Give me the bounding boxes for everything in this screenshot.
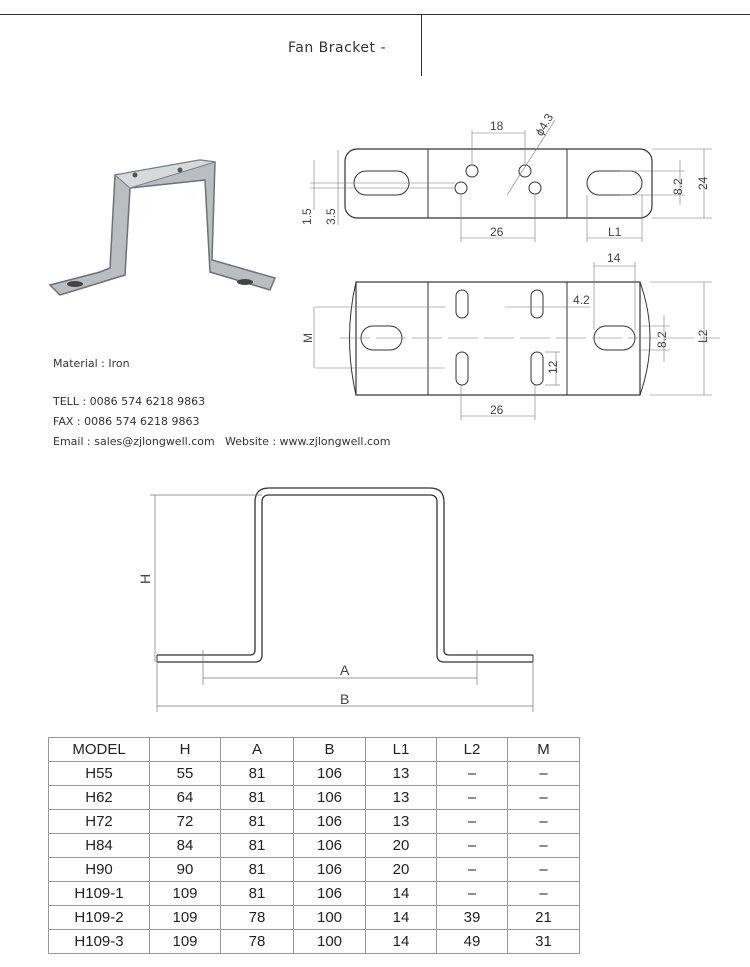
table-cell: 81 (221, 762, 294, 786)
table-cell: – (437, 882, 508, 906)
table-cell: 84 (150, 834, 221, 858)
table-cell: 14 (366, 882, 437, 906)
table-cell: – (437, 810, 508, 834)
table-cell: 106 (294, 858, 366, 882)
table-cell: 20 (366, 834, 437, 858)
table-cell: 20 (366, 858, 437, 882)
table-cell: – (508, 834, 580, 858)
table-cell: 81 (221, 882, 294, 906)
table-cell: – (437, 858, 508, 882)
table-cell: 78 (221, 906, 294, 930)
table-cell: H55 (49, 762, 150, 786)
tel-text: TELL : 0086 574 6218 9863 (53, 395, 206, 408)
dim-12: 12 (546, 360, 560, 374)
header-cell: M (508, 738, 580, 762)
table-cell: – (508, 786, 580, 810)
table-cell: – (508, 762, 580, 786)
table-cell: 14 (366, 906, 437, 930)
table-cell: 109 (150, 930, 221, 954)
table-cell: 106 (294, 882, 366, 906)
table-cell: 13 (366, 762, 437, 786)
dim-24: 24 (696, 176, 710, 190)
material-text: Material : Iron (53, 357, 130, 370)
table-row (49, 810, 580, 834)
table-cell: 109 (150, 906, 221, 930)
table-cell: 106 (294, 834, 366, 858)
dim-4-2: 4.2 (573, 293, 590, 307)
table-cell: 31 (508, 930, 580, 954)
table-cell: – (437, 786, 508, 810)
dim-B: B (340, 691, 350, 707)
dim-L2: L2 (696, 329, 710, 343)
table-row (49, 762, 580, 786)
table-cell: 81 (221, 834, 294, 858)
dim-8-2-top: 8.2 (671, 178, 685, 195)
dim-H: H (137, 573, 153, 584)
header-cell: MODEL (49, 738, 150, 762)
table-cell: 106 (294, 786, 366, 810)
header-cell: L2 (437, 738, 508, 762)
dim-26-top: 26 (490, 225, 504, 239)
table-cell: H109-1 (49, 882, 150, 906)
table-cell: H90 (49, 858, 150, 882)
dim-hole-diameter: ϕ4.3 (532, 111, 557, 139)
table-cell: 78 (221, 930, 294, 954)
table-cell: 13 (366, 786, 437, 810)
table-cell: 100 (294, 906, 366, 930)
table-cell: 81 (221, 810, 294, 834)
table-row (49, 786, 580, 810)
table-cell: 64 (150, 786, 221, 810)
header-cell: H (150, 738, 221, 762)
header-cell: L1 (366, 738, 437, 762)
dim-3-5: 3.5 (324, 208, 338, 225)
table-row (49, 906, 580, 930)
table-cell: H62 (49, 786, 150, 810)
spec-table (48, 737, 580, 954)
table-cell: 81 (221, 786, 294, 810)
table-row (49, 882, 580, 906)
fax-text: FAX : 0086 574 6218 9863 (53, 415, 200, 428)
dim-L1: L1 (608, 225, 622, 239)
table-cell: 49 (437, 930, 508, 954)
table-cell: 90 (150, 858, 221, 882)
dim-8-2-bottom: 8.2 (655, 331, 669, 348)
table-row (49, 930, 580, 954)
table-cell: H109-3 (49, 930, 150, 954)
dim-26-bottom: 26 (490, 403, 504, 417)
table-cell: 81 (221, 858, 294, 882)
table-cell: H84 (49, 834, 150, 858)
dim-A: A (340, 662, 350, 678)
side-profile-drawing (0, 480, 750, 720)
table-header-row (49, 738, 580, 762)
email-text[interactable]: Email : sales@zjlongwell.com (53, 435, 215, 448)
table-cell: 106 (294, 810, 366, 834)
table-cell: 106 (294, 762, 366, 786)
table-cell: 100 (294, 930, 366, 954)
table-cell: H72 (49, 810, 150, 834)
dim-18: 18 (490, 119, 504, 133)
dim-14: 14 (607, 251, 621, 265)
table-cell: 39 (437, 906, 508, 930)
table-row (49, 858, 580, 882)
table-cell: 109 (150, 882, 221, 906)
table-cell: – (437, 762, 508, 786)
table-cell: H109-2 (49, 906, 150, 930)
dim-M: M (301, 333, 315, 343)
table-cell: 14 (366, 930, 437, 954)
table-cell: – (508, 882, 580, 906)
table-cell: 55 (150, 762, 221, 786)
table-cell: – (437, 834, 508, 858)
table-cell: – (508, 810, 580, 834)
table-row (49, 834, 580, 858)
table-cell: – (508, 858, 580, 882)
table-cell: 13 (366, 810, 437, 834)
table-cell: 21 (508, 906, 580, 930)
page-title: Fan Bracket - (288, 40, 387, 56)
top-view-drawing (0, 0, 750, 450)
header-cell: A (221, 738, 294, 762)
dim-1-5: 1.5 (300, 208, 314, 225)
website-text[interactable]: Website : www.zjlongwell.com (225, 435, 391, 448)
table-cell: 72 (150, 810, 221, 834)
header-cell: B (294, 738, 366, 762)
